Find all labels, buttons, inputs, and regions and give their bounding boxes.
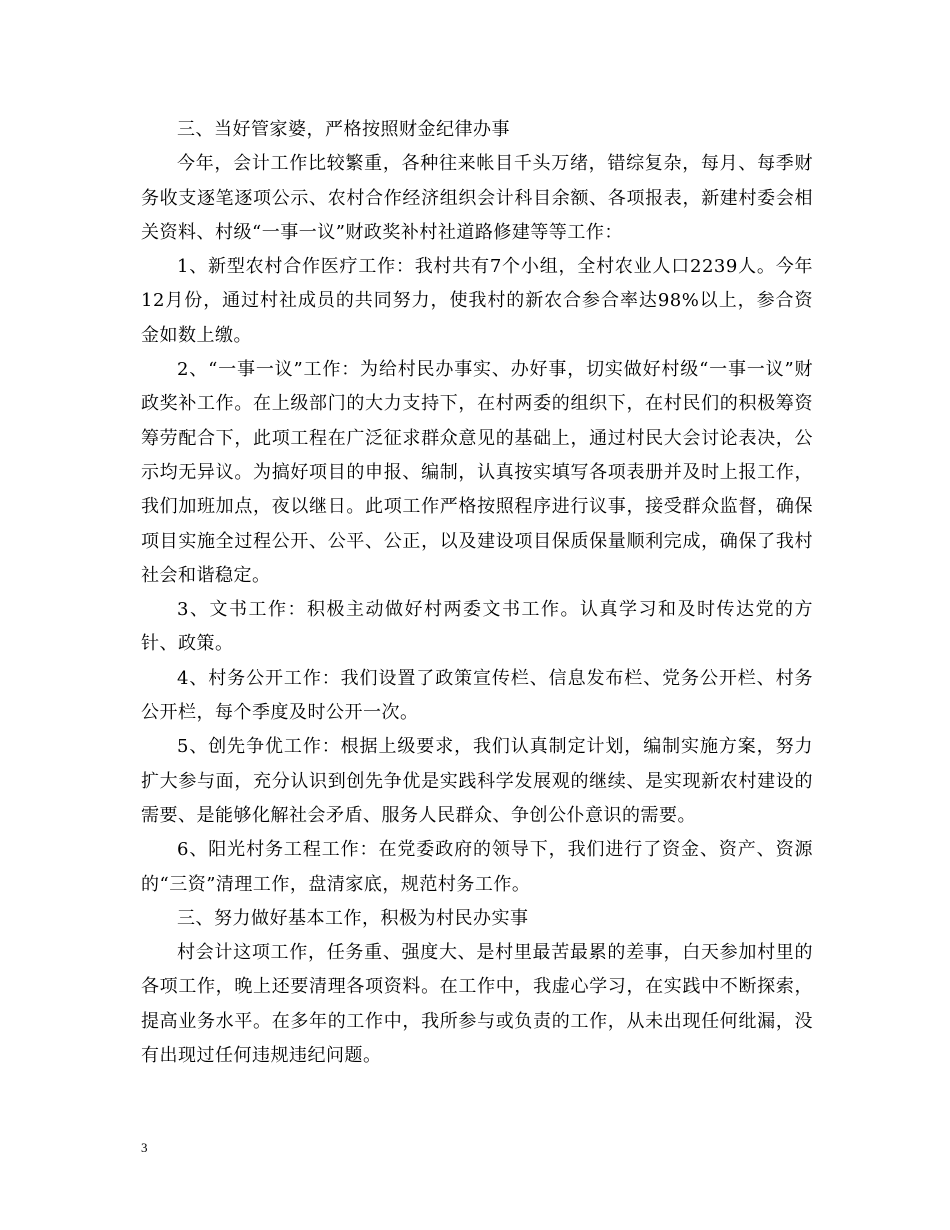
section-heading-finance-discipline: 三、当好管家婆，严格按照财金纪律办事 — [177, 119, 510, 140]
section-heading-basic-work: 三、努力做好基本工作，积极为村民办实事 — [177, 907, 529, 929]
paragraph-excellence-campaign: 5、创先争优工作：根据上级要求，我们认真制定计划，编制实施方案，努力扩大参与面，充分认识到创先争优是实践科学发展观的继续、是实现新农村建设的需要、是能够化解社会矛盾、服务人民群众、争创公仆意识的需要。 — [141, 736, 813, 826]
paragraph-accountant-duties: 村会计这项工作，任务重、强度大、是村里最苦最累的差事，白天参加村里的各项工作，晚上还要清理各项资料。在工作中，我虚心学习，在实践中不断探索，提高业务水平。在多年的工作中，我所参与或负责的工作，从未出现任何纰漏，没有出现过任何违规违纪问题。 — [141, 942, 813, 1067]
document-body — [141, 113, 813, 1073]
paragraph-rural-cooperative-medical: 1、新型农村合作医疗工作：我村共有7个小组，全村农业人口2239人。今年12月份，通过村社成员的共同努力，使我村的新农合参合率达98%以上，参合资金如数上缴。 — [141, 256, 813, 346]
paragraph-one-matter-one-discussion: 2、“一事一议”工作：为给村民办事实、办好事，切实做好村级“一事一议”财政奖补工作。在上级部门的大力支持下，在村两委的组织下，在村民们的积极筹资筹劳配合下，此项工程在广泛征求群众意见的基础上，通过村民大会讨论表决，公示均无异议。为搞好项目的申报、编制，认真按实填写各项表册并及时上报工作，我们加班加点，夜以继日。此项工作严格按照程序进行议事，接受群众监督，确保项目实施全过程公开、公平、公正，以及建设项目保质保量顺利完成，确保了我村社会和谐稳定。 — [141, 359, 813, 586]
paragraph-clerical-work: 3、文书工作：积极主动做好村两委文书工作。认真学习和及时传达党的方针、政策。 — [141, 599, 813, 655]
page-number: 3 — [141, 1140, 148, 1155]
paragraph-accounting-work-overview: 今年，会计工作比较繁重，各种往来帐目千头万绪，错综复杂，每月、每季财务收支逐笔逐项公示、农村合作经济组织会计科目余额、各项报表，新建村委会相关资料、村级“一事一议”财政奖补村社道路修建等等工作： — [141, 153, 813, 243]
paragraph-sunshine-village-affairs: 6、阳光村务工程工作：在党委政府的领导下，我们进行了资金、资产、资源的“三资”清理工作，盘清家底，规范村务工作。 — [141, 839, 813, 895]
paragraph-village-affairs-disclosure: 4、村务公开工作：我们设置了政策宣传栏、信息发布栏、党务公开栏、村务公开栏，每个季度及时公开一次。 — [141, 667, 813, 724]
